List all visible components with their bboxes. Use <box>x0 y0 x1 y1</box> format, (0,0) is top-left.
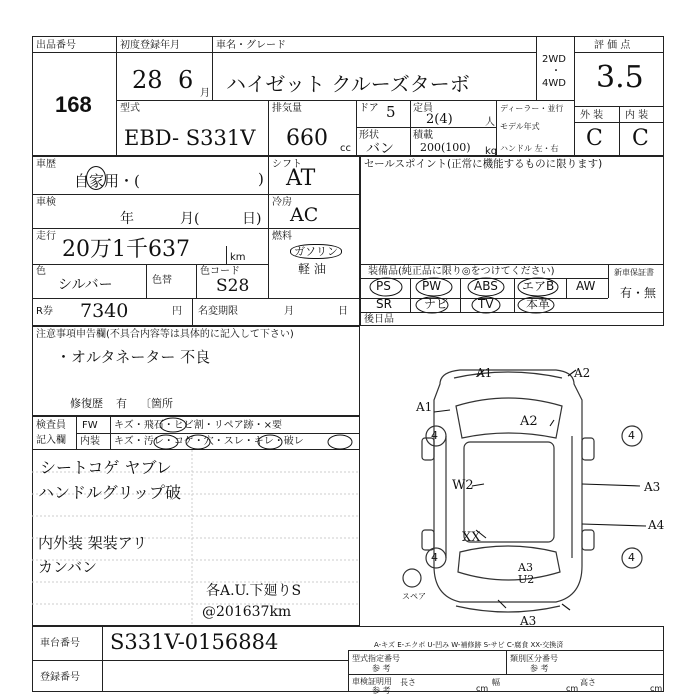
type-spec-label: 型式指定番号 <box>352 654 400 663</box>
tire-fl-value: 4 <box>431 429 438 442</box>
shaken-day-unit: 日) <box>242 211 262 227</box>
chassis-label: 車台番号 <box>40 638 80 649</box>
spare-label: スペア <box>402 592 426 601</box>
diagram-legend: A-キズ E-エクボ U-凹み W-補修跡 S-サビ C-腐食 XX-交換済 <box>374 641 564 649</box>
diagram-mark-a1-top: A1 <box>476 366 493 380</box>
body-value: バン <box>366 141 394 157</box>
cooler-label: 冷房 <box>272 197 292 208</box>
equip-aw: AW <box>576 279 596 293</box>
rear-seat-label: 後日品 <box>364 314 394 325</box>
width-unit: cm <box>566 684 579 693</box>
drive-sep: ・ <box>551 66 561 77</box>
drive-4wd: 4WD <box>542 78 566 89</box>
equip-pw: PW <box>422 279 442 293</box>
equipment-label: 装備品(純正品に限り◎をつけてください) <box>368 266 555 277</box>
diagram-mark-a3-right: A3 <box>644 480 661 494</box>
class-ref-label: 参 考 <box>530 664 549 673</box>
height-unit: cm <box>650 684 663 693</box>
shaken-month-unit: 月( <box>180 211 200 227</box>
recycle-value: 7340 <box>80 300 129 322</box>
model-year-label: モデル年式 <box>500 122 540 131</box>
chassis-value: S331V-0156884 <box>110 630 279 654</box>
capacity-label: 定員 <box>413 103 433 114</box>
inspector-label2: 記入欄 <box>36 435 66 446</box>
model-label: 型式 <box>120 103 140 114</box>
color-label: 色 <box>36 266 46 277</box>
diagram-mark-a1-left: A1 <box>416 400 433 414</box>
load-unit: kg <box>485 146 498 157</box>
cert-ref-label: 参 考 <box>372 686 391 695</box>
model-value: EBD- S331V <box>124 126 256 150</box>
length-unit: cm <box>476 684 489 693</box>
sales-point-label: セールスポイント(正常に機能するものに限ります) <box>364 158 603 170</box>
inspector-line-8: @201637km <box>202 604 292 620</box>
inspector-row2-items: キズ・汚レ・コゲ・穴・スレ・キレ・破レ <box>114 436 304 447</box>
shift-label: シフト <box>272 159 302 170</box>
equip-leather: 本革 <box>526 297 551 311</box>
equip-tv: TV <box>478 297 494 311</box>
shaken-label: 車検 <box>36 197 56 208</box>
tire-rl-value: 4 <box>431 551 438 564</box>
load-label: 積載 <box>413 130 433 141</box>
mileage-label: 走行 <box>36 231 56 242</box>
repair-parts: 〔箇所 <box>140 397 173 410</box>
first-reg-year: 28 <box>132 66 163 94</box>
capacity-unit: 人 <box>485 117 495 128</box>
inspector-line-4: 内外装 架装アリ <box>38 534 148 552</box>
grade-label: 評 価 点 <box>594 40 631 51</box>
doors-value: 5 <box>386 103 396 121</box>
displacement-value: 660 <box>286 126 328 151</box>
inspector-line-7: 各A.U.下廻りS <box>206 583 302 599</box>
diagram-mark-a4-right: A4 <box>648 518 665 532</box>
yen-unit: 円 <box>172 306 182 317</box>
lot-number: 168 <box>55 92 92 117</box>
repair-value: 有 <box>116 397 127 410</box>
exterior-grade: C <box>586 126 603 151</box>
tire-rr-value: 4 <box>628 551 635 564</box>
equip-navi: ナビ <box>424 297 449 311</box>
equip-ps: PS <box>376 279 391 293</box>
inspector-row2-area: 内装 <box>80 436 100 447</box>
color-code-label: 色コード <box>200 266 240 277</box>
history-label: 車歴 <box>36 159 56 170</box>
inspector-row1-area: FW <box>82 420 98 431</box>
notes-line1: ・オルタネーター 不良 <box>56 348 211 366</box>
cc-unit: cc <box>340 143 351 154</box>
equip-abs: ABS <box>474 279 498 293</box>
mileage-value: 20万1千637 <box>62 237 190 262</box>
color-value: シルバー <box>58 277 113 293</box>
cert-label: 車検証明用 <box>352 677 392 686</box>
equipment-circle-marks <box>360 264 664 326</box>
inspector-label1: 検査員 <box>36 420 66 431</box>
repair-label: 修復歴 <box>70 397 103 410</box>
width-label: 幅 <box>492 678 500 687</box>
inspector-row1-items: キズ・飛石・ヒビ割・リペア跡・×要 <box>114 420 282 431</box>
lot-no-label: 出品番号 <box>36 40 76 51</box>
equip-sr: SR <box>376 297 392 311</box>
mileage-unit: km <box>230 252 246 263</box>
inspector-circle-marks <box>110 416 360 450</box>
body-label: 形状 <box>359 130 379 141</box>
history-close: ) <box>258 170 264 188</box>
first-reg-month: 6 <box>178 66 194 94</box>
shift-value: AT <box>286 166 316 191</box>
type-ref-label: 参 考 <box>372 664 391 673</box>
interior-label: 内 装 <box>625 110 649 121</box>
diagram-mark-a3-bottom: A3 <box>520 614 537 628</box>
car-damage-diagram <box>360 326 664 626</box>
car-name-label: 車名・グレード <box>216 40 286 51</box>
capacity-value: 2(4) <box>426 112 453 127</box>
inspector-line-5: カンバン <box>38 558 97 576</box>
dealer-label: ディーラー・並行 <box>500 104 564 113</box>
notes-label: 注意事項申告欄(不具合内容等は具体的に記入して下さい) <box>36 329 294 340</box>
exterior-label: 外 装 <box>580 110 604 121</box>
car-name: ハイゼット クルーズターボ <box>226 72 470 96</box>
interior-grade: C <box>632 126 649 151</box>
name-change-month: 月 <box>284 306 294 317</box>
inspector-line-2: ハンドルグリップ破 <box>38 483 182 502</box>
first-reg-month-unit: 月 <box>200 88 210 99</box>
recycle-label: R券 <box>36 306 53 317</box>
drive-2wd: 2WD <box>542 54 566 65</box>
diagram-mark-xx: XX <box>462 530 481 545</box>
load-value: 200(100) <box>420 141 471 154</box>
handle-label: ハンドル 左・右 <box>500 144 559 153</box>
diagram-mark-a2-windshield: A2 <box>520 414 538 429</box>
diagram-mark-a3-u2: A3 U2 <box>518 561 535 586</box>
diagram-mark-a2-top: A2 <box>574 366 591 380</box>
inspector-line-1: シートコゲ ヤブレ <box>40 458 172 477</box>
warranty-label: 新車保証書 <box>614 268 654 277</box>
height-label: 高さ <box>580 678 596 687</box>
tire-fr-value: 4 <box>628 429 635 442</box>
diagram-mark-w2: W2 <box>452 478 474 493</box>
name-change-day: 日 <box>338 306 348 317</box>
first-reg-label: 初度登録年月 <box>120 40 180 51</box>
warranty-value: 有・無 <box>620 286 657 300</box>
history-circle <box>86 166 106 190</box>
length-label: 長さ <box>400 678 416 687</box>
fuel-light-oil: 軽 油 <box>298 262 326 276</box>
name-change-label: 名変期限 <box>198 306 238 317</box>
cooler-value: AC <box>290 204 319 226</box>
displacement-label: 排気量 <box>272 103 302 114</box>
fuel-gasoline: ガソリン <box>290 244 342 259</box>
color-change-label: 色替 <box>152 275 172 286</box>
class-label: 類別区分番号 <box>510 654 558 663</box>
grade-value: 3.5 <box>596 60 644 95</box>
shaken-year-unit: 年 <box>120 211 134 227</box>
doors-label: ドア <box>359 103 379 114</box>
equip-airbag: エアB <box>522 279 555 293</box>
fuel-label: 燃料 <box>272 231 292 242</box>
color-code-value: S28 <box>216 276 250 296</box>
history-value: 自家用・( <box>74 172 140 190</box>
reg-label: 登録番号 <box>40 672 80 683</box>
